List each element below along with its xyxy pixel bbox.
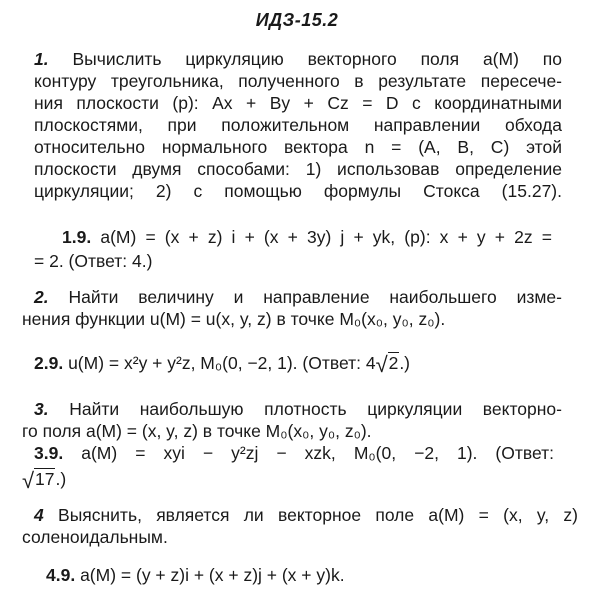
task1-line-2: контуру треугольника, полученного в результате пересече- — [34, 71, 562, 91]
example1-number: 1.9. — [62, 227, 92, 247]
task1-number: 1. — [34, 49, 49, 69]
task2-number: 2. — [34, 287, 49, 307]
task3-text-1: Найти наибольшую плотность циркуляции векторно- — [69, 399, 562, 419]
task4-line-1 — [34, 504, 578, 526]
sqrt-symbol: √ 17 — [22, 468, 55, 493]
example2-sqrt-value: 2 — [388, 353, 399, 373]
example4-number: 4.9. — [46, 565, 76, 585]
example3-line-2 — [22, 468, 67, 493]
task1-line-1 — [34, 48, 562, 70]
task4-line-2: соленоидальным. — [22, 527, 168, 547]
task2-text-1: Найти величину и направление наибольшего изме- — [68, 287, 562, 307]
example2-number: 2.9. — [34, 353, 64, 373]
task2-line-1 — [34, 286, 562, 308]
example3-sqrt-value: 17 — [35, 469, 55, 489]
example1-text-1: a(M) = (x + z) i + (x + 3y) j + yk, (p): x + y + 2z = — [100, 227, 552, 247]
example2-line — [34, 352, 411, 377]
task3-line-1 — [34, 398, 562, 420]
example3-text-1: a(M) = xyi − y²zj − xzk, M₀(0, −2, 1). (Ответ: — [81, 443, 554, 463]
example4-line — [46, 564, 345, 586]
task1-line-6: плоскости двумя способами: 1) использовав определение — [34, 159, 562, 179]
example2-text: u(M) = x²y + y²z, M₀(0, −2, 1). (Ответ: 4 — [68, 353, 376, 373]
task1-line-3: ния плоскости (p): Ax + By + Cz = D с координатными — [34, 93, 562, 113]
task2-line-2: нения функции u(M) = u(x, y, z) в точке M₀(x₀, y₀, z₀). — [22, 309, 446, 329]
example1-line-2: = 2. (Ответ: 4.) — [34, 251, 153, 271]
example1-line-1 — [62, 226, 552, 248]
example3-line-1 — [34, 442, 554, 464]
task1-text-1: Вычислить циркуляцию векторного поля a(M) по — [72, 49, 562, 69]
sqrt-symbol: √ 2 — [375, 352, 399, 377]
page-title: ИДЗ-15.2 — [255, 10, 339, 30]
example2-end: .) — [399, 353, 411, 373]
task1-line-4: плоскостями, при положительном направлении обхода — [34, 115, 562, 135]
task3-number: 3. — [34, 399, 49, 419]
task1-line-7: циркуляции; 2) с помощью формулы Стокса (15.27). — [34, 181, 562, 201]
example3-number: 3.9. — [34, 443, 64, 463]
example3-end: .) — [55, 469, 67, 489]
task1-line-5: относительно нормального вектора n = (A, B, C) этой — [34, 137, 562, 157]
task4-number: 4 — [34, 505, 44, 525]
task4-text-1: Выяснить, является ли векторное поле a(M) = (x, y, z) — [58, 505, 578, 525]
task3-line-2: го поля a(M) = (x, y, z) в точке M₀(x₀, y₀, z₀). — [22, 421, 372, 441]
example4-text: a(M) = (y + z)i + (x + z)j + (x + y)k. — [80, 565, 345, 585]
